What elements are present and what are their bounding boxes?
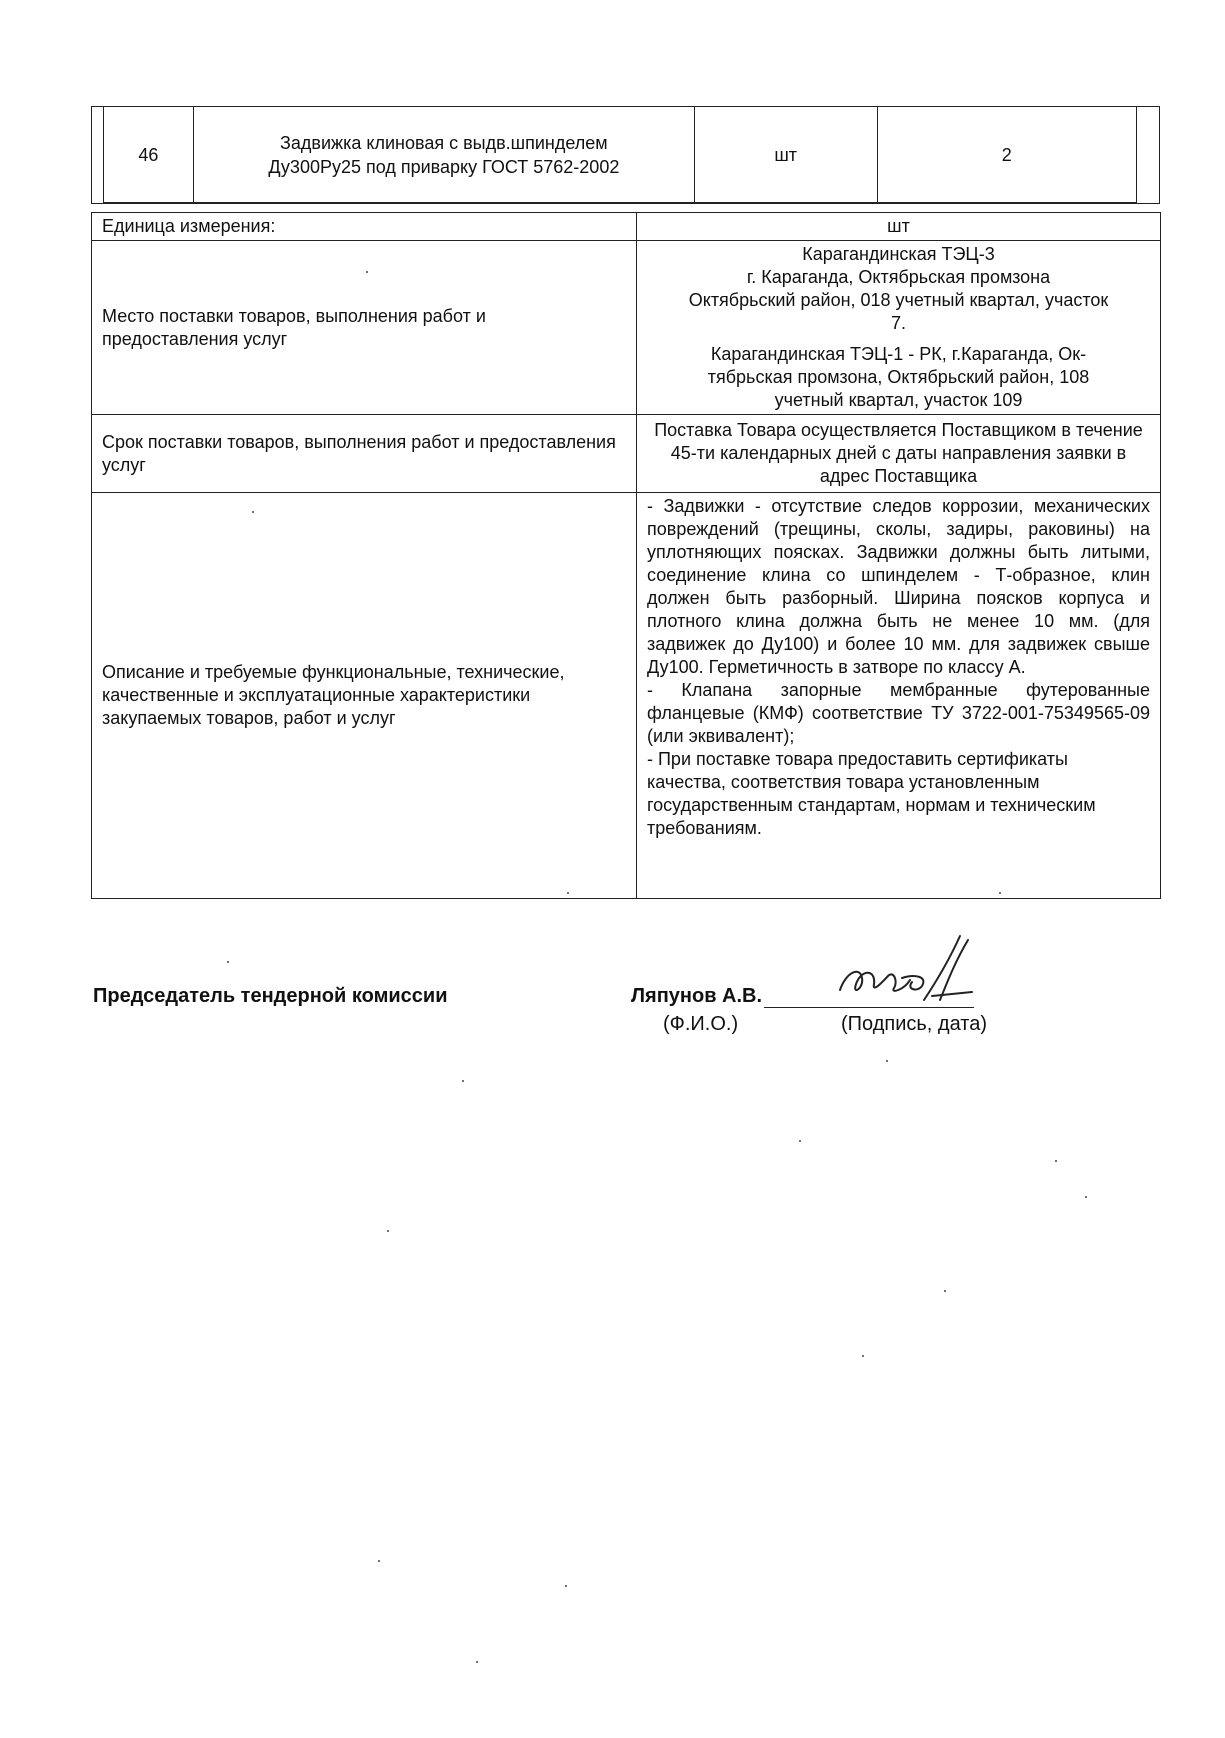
place-line: тябрьская промзона, Октябрьский район, 108 — [707, 367, 1090, 387]
unit-label: Единица измерения: — [92, 213, 637, 241]
place-label: Место поставки товаров, выполнения работ и предоставления услуг — [92, 241, 637, 415]
table-row — [92, 493, 1161, 899]
place-line: Карагандинская ТЭЦ-1 - РК, г.Караганда, Ок- — [710, 344, 1087, 364]
description-paragraph: - Задвижки - отсутствие следов коррозии, механических повреждений (трещины, сколы, задиры, раковины) на уплотняющих поясках. Задвижки должны быть литыми, соединение клина со шпинделем - Т-образное, клин должен быть разборный. Ширина поясков корпуса и плотного клина должна быть не менее 10 мм. (для задвижек до Ду100) и более 10 мм. для задвижек свыше Ду100. Герметичность в затворе по классу А. — [647, 496, 1150, 677]
term-label: Срок поставки товаров, выполнения работ и предоставления услуг — [92, 415, 637, 493]
chairman-label: Председатель тендерной комиссии — [93, 985, 448, 1007]
description-value — [637, 493, 1161, 899]
table-row — [92, 213, 1161, 241]
description-paragraph: - Клапана запорные мембранные футерованные фланцевые (КМФ) соответствие ТУ 3722-001-75349565-09 (или эквивалент); — [647, 680, 1150, 746]
item-name — [194, 107, 695, 202]
place-value — [637, 241, 1161, 415]
item-unit: шт — [695, 107, 878, 202]
details-table — [91, 212, 1161, 899]
place-line: 7. — [890, 313, 906, 333]
description-label: Описание и требуемые функциональные, технические, качественные и эксплуатационные характеристики закупаемых товаров, работ и услуг — [92, 493, 637, 899]
place-line: Карагандинская ТЭЦ-3 — [802, 244, 995, 264]
unit-value: шт — [637, 213, 1161, 241]
term-value: Поставка Товара осуществляется Поставщиком в течение 45-ти календарных дней с даты направления заявки в адрес Поставщика — [637, 415, 1161, 493]
item-row — [103, 107, 1137, 203]
signer-name: Ляпунов А.В. — [631, 985, 763, 1007]
table-row — [92, 241, 1161, 415]
place-line: учетный квартал, участок 109 — [774, 390, 1023, 410]
item-quantity: 2 — [1001, 144, 1012, 165]
place-line: Октябрьский район, 018 учетный квартал, участок — [688, 290, 1109, 310]
description-paragraph: - При поставке товара предоставить сертификаты качества, соответствия товара установленным государственным стандартам, нормам и техническим требованиям. — [647, 749, 1096, 838]
item-row-frame — [91, 106, 1160, 204]
item-name-line: Задвижка клиновая с выдв.шпинделем — [280, 132, 608, 153]
fio-caption: (Ф.И.О.) — [663, 1013, 739, 1035]
table-row — [92, 415, 1161, 493]
signature-caption: (Подпись, дата) — [841, 1013, 987, 1035]
place-line: г. Караганда, Октябрьская промзона — [746, 267, 1051, 287]
handwritten-signature — [832, 930, 982, 1010]
item-name-line: Ду300Ру25 под приварку ГОСТ 5762-2002 — [268, 156, 620, 177]
item-number: 46 — [104, 107, 194, 202]
